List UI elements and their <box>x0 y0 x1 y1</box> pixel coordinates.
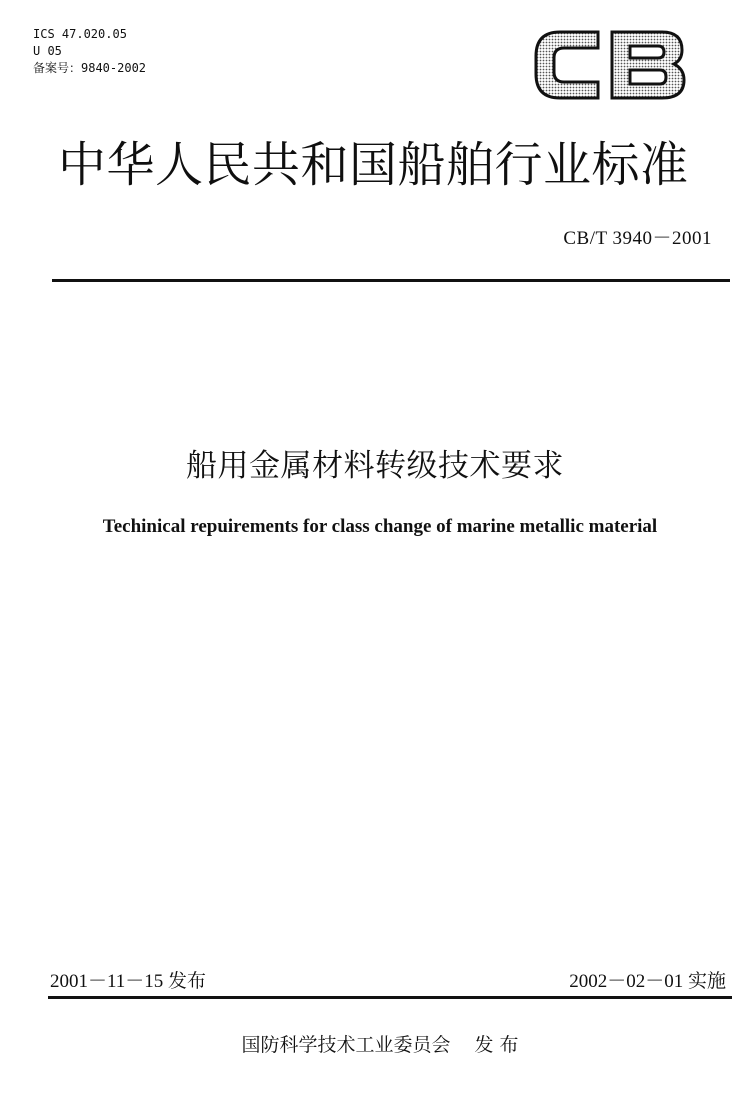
classification-code: U 05 <box>33 44 62 58</box>
header-divider <box>52 279 730 282</box>
standard-code: CB/T 3940－2001 <box>563 228 712 249</box>
document-metadata <box>33 26 146 77</box>
issue-date: 2001－11－15 发布 <box>50 971 207 992</box>
record-number: 备案号：9840-2002 <box>33 61 147 75</box>
implementation-date: 2002－02－01 实施 <box>569 971 726 992</box>
footer-divider <box>48 996 732 999</box>
document-title-cn: 船用金属材料转级技术要求 <box>186 448 564 484</box>
document-title-en: Techinical repuirements for class change of marine metallic material <box>102 516 658 537</box>
issuer-name: 国防科学技术工业委员会 <box>241 1034 451 1056</box>
standard-category-title: 中华人民共和国船舶行业标准 <box>58 137 689 193</box>
ics-code: ICS 47.020.05 <box>33 27 127 41</box>
issuer-action: 发 布 <box>474 1034 519 1056</box>
cb-logo <box>530 26 690 104</box>
issuer-line <box>0 1030 750 1057</box>
